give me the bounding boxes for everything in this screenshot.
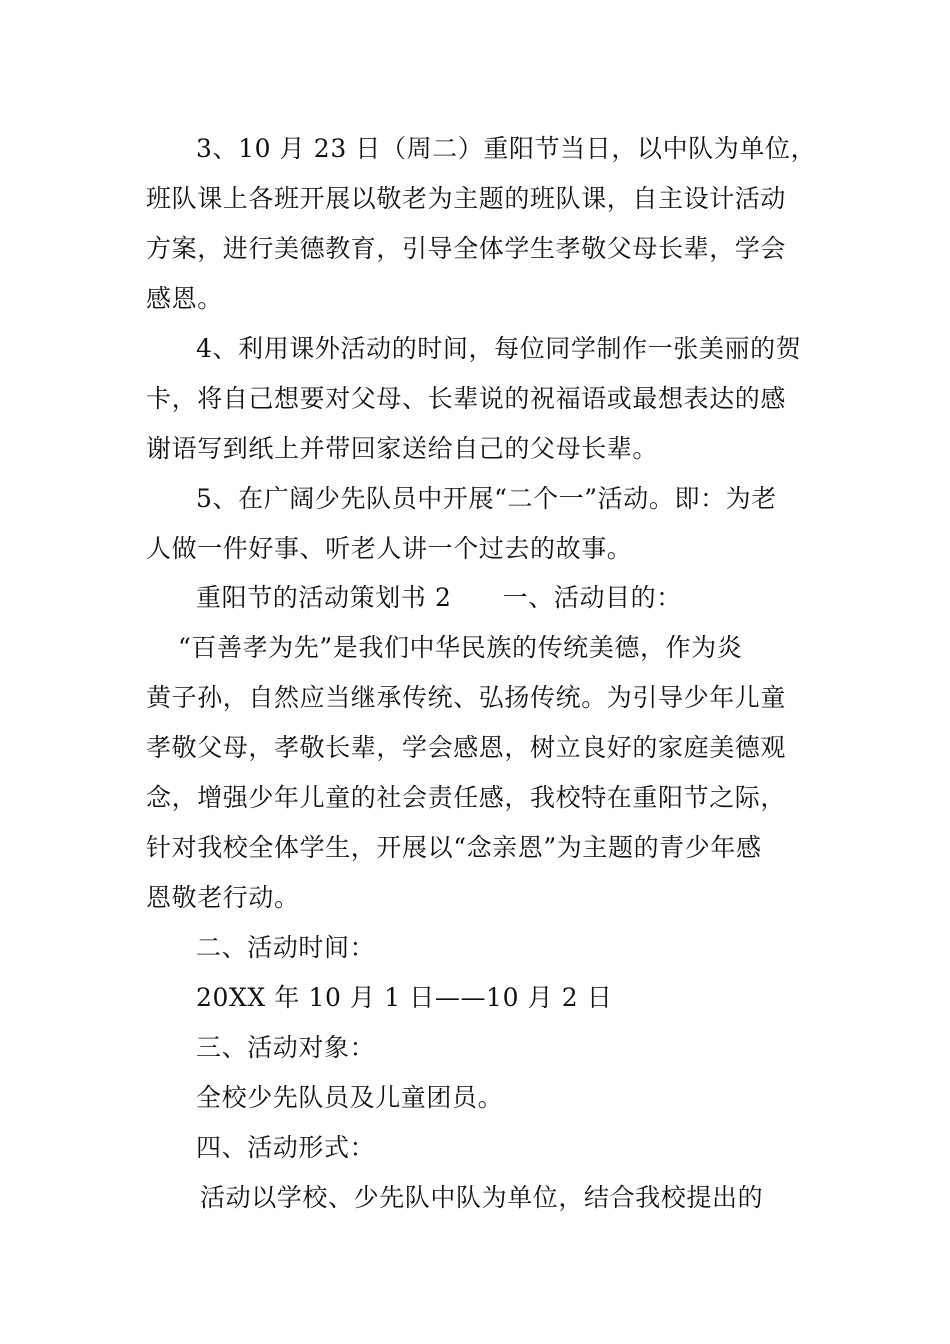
section-heading: 二、活动时间： [196,933,376,962]
text-line: 3、10 月 23 日（周二）重阳节当日，以中队为单位， [196,134,817,163]
text-line: 针对我校全体学生，开展以“念亲恩”为主题的青少年感 [146,833,762,862]
text-line: 全校少先队员及儿童团员。 [196,1083,504,1112]
section-heading: 四、活动形式： [196,1133,376,1162]
section-heading: 三、活动对象： [196,1033,376,1062]
text-line: 5、在广阔少先队员中开展“二个一”活动。即：为老 [196,484,777,513]
text-line: 念，增强少年儿童的社会责任感，我校特在重阳节之际， [146,783,787,812]
text-line: 恩敬老行动。 [146,883,300,912]
text-line: 方案，进行美德教育，引导全体学生孝敬父母长辈，学会 [146,234,787,263]
section-heading: 重阳节的活动策划书 2 一、活动目的： [196,583,682,612]
text-line: 黄子孙，自然应当继承传统、弘扬传统。为引导少年儿童 [146,683,787,712]
text-line: “百善孝为先”是我们中华民族的传统美德，作为炎 [178,633,743,662]
text-line: 卡，将自己想要对父母、长辈说的祝福语或最想表达的感 [146,384,787,413]
text-line: 20XX 年 10 月 1 日——10 月 2 日 [196,983,613,1012]
text-line: 谢语写到纸上并带回家送给自己的父母长辈。 [146,434,659,463]
text-line: 感恩。 [146,284,223,313]
text-line: 孝敬父母，孝敬长辈，学会感恩，树立良好的家庭美德观 [146,733,787,762]
text-line: 4、利用课外活动的时间，每位同学制作一张美丽的贺 [196,334,802,363]
text-line: 活动以学校、少先队中队为单位，结合我校提出的 [200,1183,764,1212]
text-line: 班队课上各班开展以敬老为主题的班队课，自主设计活动 [146,184,787,213]
text-line: 人做一件好事、听老人讲一个过去的故事。 [146,534,633,563]
